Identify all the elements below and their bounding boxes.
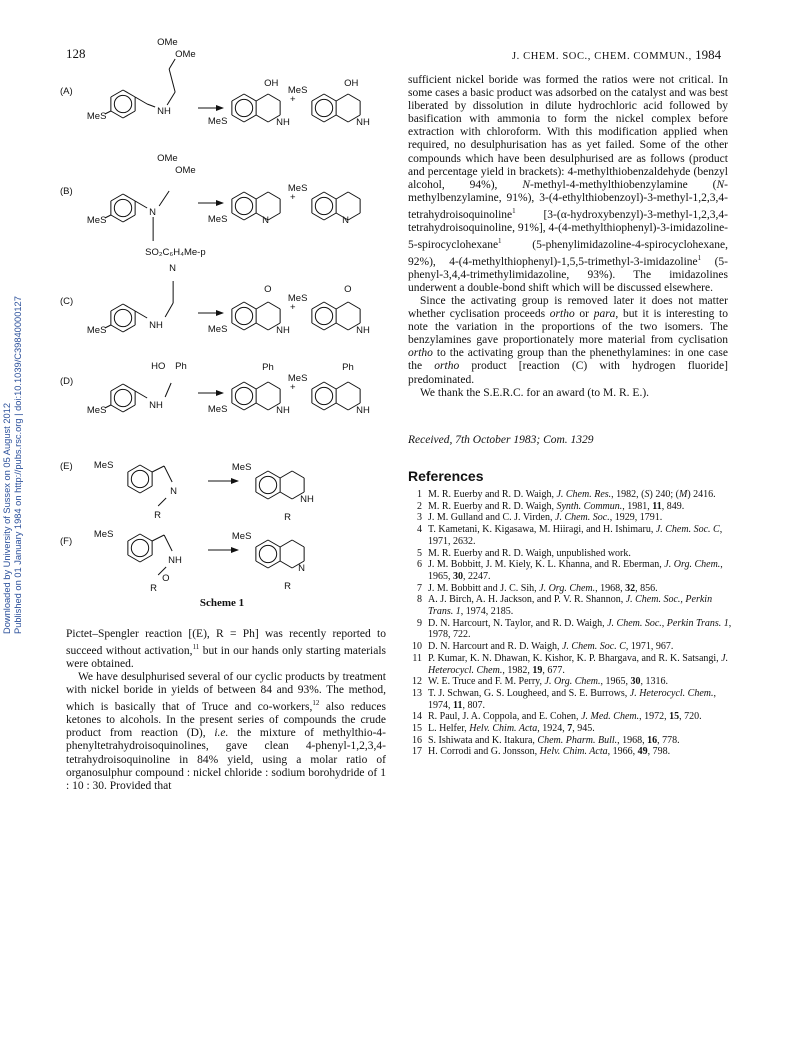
reference-number: 13 <box>412 687 422 699</box>
reference-number: 12 <box>412 676 422 688</box>
methylthio-label: MeS <box>207 116 228 127</box>
bond <box>165 303 173 317</box>
aromatic-ring <box>114 95 131 112</box>
amine-label: NH <box>157 106 171 117</box>
r-group: R <box>150 583 157 594</box>
amine-label: NH <box>356 405 370 416</box>
methylthio-label: MeS <box>86 215 107 226</box>
running-header <box>512 47 721 63</box>
aromatic-ring <box>114 309 131 326</box>
tosyl-label: SO₂C₆H₄Me-p <box>145 247 206 258</box>
reference-number: 10 <box>412 641 422 653</box>
ring-bond <box>280 540 292 547</box>
bond <box>167 92 175 105</box>
bond <box>135 311 147 318</box>
phenyl-label: Ph <box>342 362 354 373</box>
ring-bond <box>256 115 268 122</box>
reference-item: 5 M. R. Euerby and R. D. Waigh, unpublished work. <box>408 548 732 560</box>
r-group: R <box>154 510 161 521</box>
reference-number: 2 <box>417 500 422 512</box>
reference-item: 15 L. Helfer, Helv. Chim. Acta, 1924, 7, 945. <box>408 723 732 735</box>
plus-sign: + <box>290 94 296 105</box>
reference-number: 7 <box>417 582 422 594</box>
reference-number: 15 <box>412 723 422 735</box>
journal-name: J. CHEM. SOC., CHEM. COMMUN., <box>512 51 692 62</box>
r-group: R <box>284 581 291 592</box>
aromatic-ring <box>235 197 252 214</box>
paragraph-desulphurisation: We have desulphurised several of our cyclic products by treatment with nickel boride in yields of between 84 and 93%. The method, which is basically that of Truce and co-workers,$^{12}$ also reduces ketones to alcohols. In the present series of compounds the crude product from reaction (D), i.e. the mixture of methylthio-4-phenyltetrahydroisoquinolines, gave clean 4-phenyl-1,2,3,4-tetrahydroisoquinoline in 84% yield, using a molar ratio of organosulphur compound : nickel chloride : sodium borohydride of 1 : 10 : 30. Provided that <box>66 671 386 792</box>
bond <box>164 535 172 551</box>
ring-bond <box>336 403 348 410</box>
ring-bond <box>256 94 268 101</box>
ring-bond <box>256 192 268 199</box>
reference-number: 8 <box>417 594 422 606</box>
journal-year: 1984 <box>695 47 722 62</box>
ring-bond <box>336 302 348 309</box>
reference-number: 1 <box>417 489 422 500</box>
methylthio-label: MeS <box>207 324 228 335</box>
reaction-label: (B) <box>60 186 73 197</box>
aromatic-ring <box>131 539 148 556</box>
reference-item: 8 A. J. Birch, A. H. Jackson, and P. V. R. Shannon, J. Chem. Soc., Perkin Trans. 1, 1974, 2185. <box>408 594 732 617</box>
reference-item: 17 H. Corrodi and G. Jonsson, Helv. Chim. Acta, 1966, 49, 798. <box>408 746 732 758</box>
hydroxy-label: OH <box>264 78 279 89</box>
reference-item: 16 S. Ishiwata and K. Itakura, Chem. Pharm. Bull., 1968, 16, 778. <box>408 735 732 747</box>
amine-label: NH <box>356 325 370 336</box>
reference-number: 9 <box>417 617 422 629</box>
acknowledgement: We thank the S.E.R.C. for an award (to M. R. E.). <box>420 386 650 399</box>
imine-label: N <box>170 486 177 497</box>
ring-bond <box>336 192 348 199</box>
reaction-label: (F) <box>60 536 73 547</box>
bond <box>158 498 166 506</box>
amine-label: NH <box>300 494 314 505</box>
methylthio-label: MeS <box>86 405 107 416</box>
aromatic-ring <box>259 545 276 562</box>
ring-bond <box>256 302 268 309</box>
reference-item: 12 W. E. Truce and F. M. Perry, J. Org. Chem., 1965, 30, 1316. <box>408 676 732 688</box>
methoxy-label: OMe <box>175 165 196 176</box>
methylthio-label: MeS <box>86 325 107 336</box>
phenyl-label: Ph <box>175 361 187 372</box>
reference-item: 3 J. M. Gulland and C. J. Virden, J. Chem. Soc., 1929, 1791. <box>408 512 732 524</box>
paragraph-pictet-spengler: Pictet–Spengler reaction [(E), R = Ph] was recently reported to succeed without activation,$^{11}$ but in our hands only starting materials were obtained. <box>66 628 386 671</box>
bond <box>169 59 175 69</box>
methoxy-label: OMe <box>157 37 178 48</box>
ring-bond <box>268 213 280 220</box>
reference-number: 16 <box>412 734 422 746</box>
bond <box>135 97 147 104</box>
references-heading: References <box>408 468 484 484</box>
aromatic-ring <box>131 470 148 487</box>
reference-item: 9 D. N. Harcourt, N. Taylor, and R. D. Waigh, J. Chem. Soc., Perkin Trans. 1, 1978, 722. <box>408 618 732 641</box>
received-date: Received, 7th October 1983; Com. 1329 <box>408 434 594 446</box>
bond <box>164 466 172 482</box>
methylthio-label: MeS <box>207 404 228 415</box>
ring-bond <box>280 561 292 568</box>
nitrogen-label: N <box>298 563 305 574</box>
ring-bond <box>268 382 280 389</box>
ring-bond <box>336 115 348 122</box>
methylthio-label: MeS <box>287 293 308 304</box>
aromatic-ring <box>235 387 252 404</box>
methylthio-label: MeS <box>93 460 114 471</box>
scheme-atoms <box>60 37 370 594</box>
carbonyl-label: O <box>264 284 272 295</box>
reference-number: 14 <box>412 711 422 723</box>
reference-number: 5 <box>417 547 422 559</box>
ring-bond <box>336 94 348 101</box>
methoxy-label: OMe <box>157 153 178 164</box>
ring-bond <box>348 192 360 199</box>
aromatic-ring <box>315 387 332 404</box>
r-group: R <box>284 512 291 523</box>
ring-bond <box>256 323 268 330</box>
reference-item: 4 T. Kametani, K. Kigasawa, M. Hiiragi, and H. Ishimaru, J. Chem. Soc. C, 1971, 2632. <box>408 524 732 547</box>
bond <box>169 69 175 92</box>
hydroxy-label: OH <box>344 78 359 89</box>
ring-bond <box>256 382 268 389</box>
ring-bond <box>292 540 304 547</box>
carbonyl-label: O <box>344 284 352 295</box>
bond <box>152 535 164 541</box>
bond <box>152 466 164 472</box>
methylthio-label: MeS <box>86 111 107 122</box>
bond <box>147 104 155 107</box>
reference-item: 14 R. Paul, J. A. Coppola, and E. Cohen, J. Med. Chem., 1972, 15, 720. <box>408 711 732 723</box>
amide-label: NH <box>168 555 182 566</box>
ring-bond <box>348 94 360 101</box>
scheme-caption: Scheme 1 <box>199 597 245 609</box>
amine-label: NH <box>276 325 290 336</box>
watermark-doi-line[interactable]: Published on 01 January 1984 on http://pubs.rsc.org | doi:10.1039/C39840000127 <box>13 296 23 634</box>
paragraph-nickel-boride: sufficient nickel boride was formed the ratios were not critical. In some cases a basic product was adsorbed on the catalyst and was best liberated by dissolution in dilute hydrochloric acid followed by basification with ammonia to form the nickel complex before extraction with chloroform. With this modification applied when required, no desulphurisation has as yet failed. Some of the other compounds which have been desulphurised are as follows (product and percentage yield in brackets): 4-methylthiobenzaldehyde (benzyl alcohol, 94%), N-methyl-4-methylthiobenzylamine (N-methylbenzylamine, 91%), 3-(4-ethylthiobenzoyl)-3-methyl-1,2,3,4-tetrahydroisoquinoline$^1$ [3-(α-hydroxybenzyl)-3-methyl-1,2,3,4-tetrahydroisoquinoline, 91%], 4-(4-methylthiophenyl)-3-imidazoline-5-spirocyclohexane$^1$ (5-phenylimidazoline-4-spirocyclohexane, 92%), 4-(4-methylthiophenyl)-1,5,5-trimethyl-3-imidazoline$^1$ (5-phenyl-3,4,4-trimethylimidazoline, 93%). The imidazolines underwent a double-bond shift which will be discussed elsewhere. <box>408 74 729 294</box>
reaction-label: (C) <box>60 296 74 307</box>
reaction-label: (A) <box>60 86 73 97</box>
reaction-label: (D) <box>60 376 74 387</box>
download-watermark <box>2 296 32 654</box>
aromatic-ring <box>235 99 252 116</box>
references-list <box>408 489 732 758</box>
reference-item: 6 J. M. Bobbitt, J. M. Kiely, K. L. Khanna, and R. Eberman, J. Org. Chem., 1965, 30, 2247. <box>408 559 732 582</box>
methylthio-label: MeS <box>287 183 308 194</box>
ring-bond <box>268 94 280 101</box>
reference-number: 4 <box>417 524 422 536</box>
ring-bond <box>280 471 292 478</box>
plus-sign: + <box>290 192 296 203</box>
scheme-bonds <box>105 59 360 575</box>
aromatic-ring <box>315 307 332 324</box>
ring-bond <box>336 323 348 330</box>
methoxy-label: OMe <box>175 49 196 60</box>
ring-bond <box>348 213 360 220</box>
left-column-text <box>66 628 386 793</box>
nitrogen-label: N <box>342 215 349 226</box>
reference-item: 7 J. M. Bobbitt and J. C. Sih, J. Org. Chem., 1968, 32, 856. <box>408 583 732 595</box>
hydroxy-label: HO <box>151 361 166 372</box>
methylthio-label: MeS <box>207 214 228 225</box>
reference-item: 10 D. N. Harcourt and R. D. Waigh, J. Chem. Soc. C, 1971, 967. <box>408 641 732 653</box>
carbonyl-label: O <box>162 573 170 584</box>
aromatic-ring <box>235 307 252 324</box>
aromatic-ring <box>315 99 332 116</box>
methylthio-label: MeS <box>287 373 308 384</box>
plus-sign: + <box>290 382 296 393</box>
watermark-download-line[interactable]: Downloaded by University of Sussex on 05 August 2012 <box>2 402 12 634</box>
methylthio-label: MeS <box>231 531 252 542</box>
aromatic-ring <box>114 389 131 406</box>
methylthio-label: MeS <box>231 462 252 473</box>
ring-bond <box>268 192 280 199</box>
methylthio-label: MeS <box>93 529 114 540</box>
plus-sign: + <box>290 302 296 313</box>
reference-number: 3 <box>417 512 422 524</box>
ring-bond <box>292 471 304 478</box>
ring-bond <box>348 382 360 389</box>
aromatic-ring <box>315 197 332 214</box>
paragraph-activating-group: Since the activating group is removed later it does not matter whether cyclisation proceeds ortho or para, but it is interesting to note the variation in the proportions of the two isomers. The benzylamines gave proportionately more material from cyclisation ortho to the activating group than the phenethylamines: in one case the ortho product [reaction (C) with hydrogen fluoride] predominated. <box>408 294 728 386</box>
bond <box>165 383 171 397</box>
ring-bond <box>280 492 292 499</box>
methylthio-label: MeS <box>287 85 308 96</box>
amine-label: NH <box>276 405 290 416</box>
right-column-text <box>408 74 728 400</box>
aromatic-ring <box>259 476 276 493</box>
nitrogen-label: N <box>262 215 269 226</box>
bond <box>135 391 147 398</box>
amine-label: NH <box>149 400 163 411</box>
reaction-label: (E) <box>60 461 73 472</box>
reference-number: 6 <box>417 559 422 571</box>
reference-item: 1 M. R. Euerby and R. D. Waigh, J. Chem. Res., 1982, (S) 240; (M) 2416. <box>408 489 732 501</box>
ring-bond <box>348 302 360 309</box>
reference-number: 11 <box>412 652 422 664</box>
reference-item: 13 T. J. Schwan, G. S. Lougheed, and S. E. Burrows, J. Heterocycl. Chem., 1974, 11, 807. <box>408 688 732 711</box>
reference-item: 2 M. R. Euerby and R. D. Waigh, Synth. Commun., 1981, 11, 849. <box>408 501 732 513</box>
bond <box>135 201 147 208</box>
bond <box>159 191 169 206</box>
ring-bond <box>256 403 268 410</box>
reference-item: 11 P. Kumar, K. N. Dhawan, K. Kishor, K. P. Bhargava, and R. K. Satsangi, J. Heterocycl. Chem., 1982, 19, 677. <box>408 653 732 676</box>
amine-label: NH <box>149 320 163 331</box>
ring-bond <box>336 382 348 389</box>
page-number: 128 <box>66 46 86 61</box>
amine-label: NH <box>356 117 370 128</box>
nitrile-label: N <box>169 263 176 274</box>
aromatic-ring <box>114 199 131 216</box>
nitrogen-label: N <box>149 207 156 218</box>
phenyl-label: Ph <box>262 362 274 373</box>
ring-bond <box>268 302 280 309</box>
amine-label: NH <box>276 117 290 128</box>
reference-number: 17 <box>412 746 422 758</box>
